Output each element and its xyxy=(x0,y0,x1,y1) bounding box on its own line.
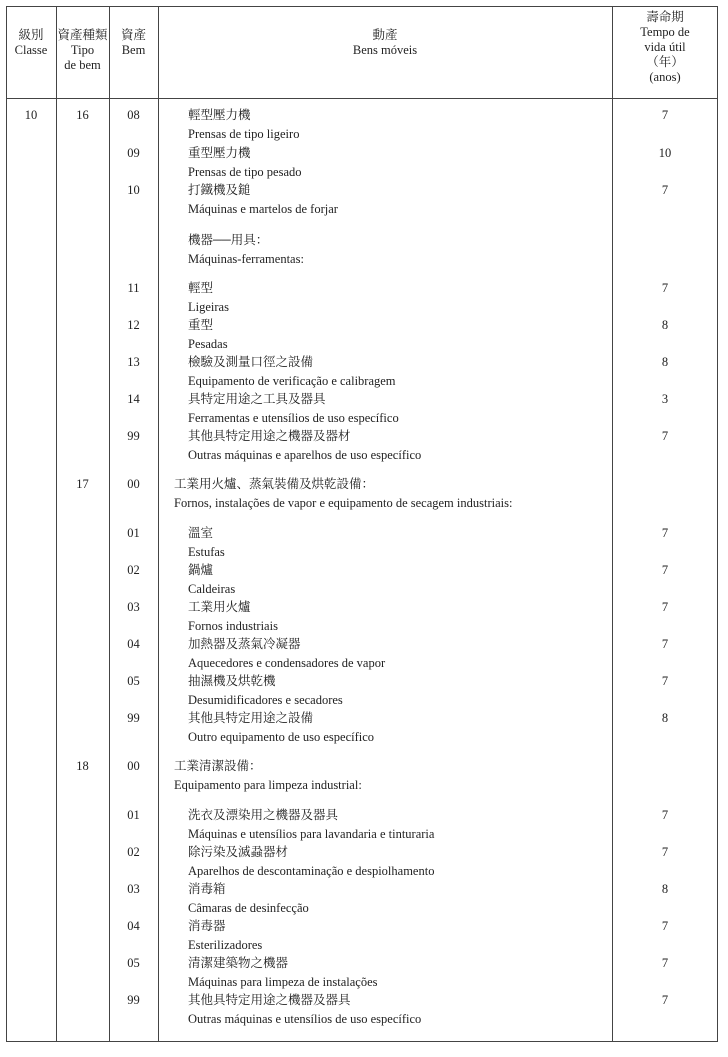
cell-bem: 99 xyxy=(127,711,140,725)
cell-description-pt: Prensas de tipo ligeiro xyxy=(188,127,300,141)
cell-description-zh: 除污染及滅蝨器材 xyxy=(188,845,289,859)
cell-description-zh: 抽濕機及烘乾機 xyxy=(188,674,276,688)
cell-bem: 03 xyxy=(127,882,140,896)
cell-description-zh: 檢驗及測量口徑之設備 xyxy=(188,355,314,369)
cell-description-zh: 工業清潔設備： xyxy=(174,759,262,773)
header-classe: 級別 Classe xyxy=(14,28,48,57)
header-divider xyxy=(6,98,718,99)
cell-description-zh: 消毒器 xyxy=(188,919,226,933)
cell-description-pt: Outras máquinas e utensílios de uso específico xyxy=(188,1012,422,1026)
cell-life: 7 xyxy=(661,993,669,1007)
header-bem: 資產 Bem xyxy=(120,28,146,57)
cell-life: 7 xyxy=(661,674,669,688)
cell-life: 10 xyxy=(658,146,672,160)
cell-life: 7 xyxy=(661,637,669,651)
cell-bem: 08 xyxy=(127,108,140,122)
cell-life: 7 xyxy=(661,600,669,614)
cell-life: 7 xyxy=(661,563,669,577)
cell-bem: 03 xyxy=(127,600,140,614)
cell-description-pt: Equipamento de verificação e calibragem xyxy=(188,374,396,388)
cell-life: 7 xyxy=(661,526,669,540)
cell-description-zh: 具特定用途之工具及器具 xyxy=(188,392,326,406)
cell-bem: 99 xyxy=(127,429,140,443)
cell-tipo: 16 xyxy=(76,108,89,122)
cell-classe: 10 xyxy=(24,108,38,122)
cell-description-zh: 鍋爐 xyxy=(188,563,214,577)
cell-bem: 05 xyxy=(127,956,140,970)
cell-description-pt: Máquinas para limpeza de instalações xyxy=(188,975,378,989)
cell-description-zh: 清潔建築物之機器 xyxy=(188,956,289,970)
cell-life: 7 xyxy=(661,281,669,295)
cell-description-pt: Ferramentas e utensílios de uso específico xyxy=(188,411,399,425)
cell-bem: 09 xyxy=(127,146,140,160)
cell-description-zh: 其他具特定用途之設備 xyxy=(188,711,314,725)
header-life: 壽命期 Tempo de vida útil （年） (anos) xyxy=(640,10,690,84)
cell-bem: 01 xyxy=(127,526,140,540)
cell-life: 7 xyxy=(661,183,669,197)
cell-description-pt: Outras máquinas e aparelhos de uso específico xyxy=(188,448,422,462)
cell-description-pt: Fornos industriais xyxy=(188,619,278,633)
cell-bem: 12 xyxy=(127,318,140,332)
cell-description-zh: 其他具特定用途之機器及器具 xyxy=(188,993,351,1007)
cell-description-pt: Câmaras de desinfecção xyxy=(188,901,309,915)
cell-description-zh: 輕型壓力機 xyxy=(188,108,251,122)
cell-bem: 99 xyxy=(127,993,140,1007)
cell-description-pt: Aquecedores e condensadores de vapor xyxy=(188,656,386,670)
cell-bem: 00 xyxy=(127,477,140,491)
cell-description-zh: 重型壓力機 xyxy=(188,146,251,160)
cell-description-pt: Caldeiras xyxy=(188,582,236,596)
cell-description-zh: 重型 xyxy=(188,318,214,332)
cell-description-pt: Esterilizadores xyxy=(188,938,263,952)
cell-bem: 10 xyxy=(127,183,140,197)
cell-description-zh: 溫室 xyxy=(188,526,214,540)
cell-description-pt: Pesadas xyxy=(188,337,228,351)
column-divider xyxy=(56,6,57,1042)
header-tipo: 資產種類 Tipo de bem xyxy=(57,28,108,72)
cell-description-zh: 消毒箱 xyxy=(188,882,226,896)
cell-life: 8 xyxy=(661,318,669,332)
cell-life: 7 xyxy=(661,919,669,933)
cell-bem: 11 xyxy=(127,281,140,295)
cell-description-zh: 加熱器及蒸氣冷凝器 xyxy=(188,637,301,651)
cell-description-pt: Desumidificadores e secadores xyxy=(188,693,343,707)
cell-description-pt: Máquinas e martelos de forjar xyxy=(188,202,338,216)
cell-description-pt: Aparelhos de descontaminação e despiolhamento xyxy=(188,864,435,878)
cell-bem: 04 xyxy=(127,919,140,933)
cell-life: 8 xyxy=(661,882,669,896)
cell-life: 8 xyxy=(661,355,669,369)
cell-description-pt: Máquinas-ferramentas: xyxy=(188,252,304,266)
cell-description-zh: 工業用火爐 xyxy=(188,600,251,614)
cell-description-zh: 洗衣及漂染用之機器及器具 xyxy=(188,808,339,822)
cell-bem: 02 xyxy=(127,845,140,859)
cell-description-pt: Estufas xyxy=(188,545,225,559)
cell-life: 3 xyxy=(661,392,669,406)
cell-bem: 01 xyxy=(127,808,140,822)
cell-life: 8 xyxy=(661,711,669,725)
cell-description-pt: Equipamento para limpeza industrial: xyxy=(174,778,362,792)
cell-description-zh: 工業用火爐、蒸氣裝備及烘乾設備： xyxy=(174,477,375,491)
cell-bem: 02 xyxy=(127,563,140,577)
cell-description-pt: Máquinas e utensílios para lavandaria e tinturaria xyxy=(188,827,435,841)
cell-description-pt: Outro equipamento de uso específico xyxy=(188,730,375,744)
cell-description-pt: Fornos, instalações de vapor e equipamento de secagem industriais: xyxy=(174,496,513,510)
cell-description-zh: 機器──用具： xyxy=(188,233,269,247)
cell-life: 7 xyxy=(661,808,669,822)
cell-life: 7 xyxy=(661,429,669,443)
cell-tipo: 17 xyxy=(76,477,89,491)
cell-description-pt: Prensas de tipo pesado xyxy=(188,165,302,179)
cell-description-zh: 輕型 xyxy=(188,281,214,295)
cell-tipo: 18 xyxy=(76,759,89,773)
cell-bem: 14 xyxy=(127,392,140,406)
cell-description-zh: 其他具特定用途之機器及器材 xyxy=(188,429,351,443)
cell-description-pt: Ligeiras xyxy=(188,300,229,314)
cell-description-zh: 打鐵機及鎚 xyxy=(188,183,251,197)
cell-life: 7 xyxy=(661,845,669,859)
cell-life: 7 xyxy=(661,108,669,122)
cell-bem: 04 xyxy=(127,637,140,651)
cell-bem: 05 xyxy=(127,674,140,688)
header-description: 動產 Bens móveis xyxy=(352,28,418,57)
column-divider xyxy=(158,6,159,1042)
cell-bem: 00 xyxy=(127,759,140,773)
cell-life: 7 xyxy=(661,956,669,970)
cell-bem: 13 xyxy=(127,355,140,369)
